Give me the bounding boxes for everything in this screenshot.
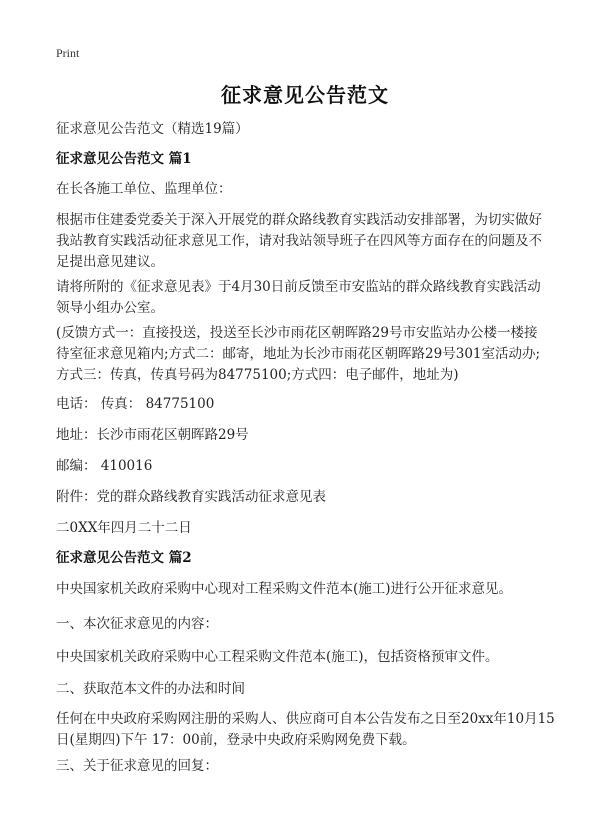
contact-address: 地址：长沙市雨花区朝晖路29号 bbox=[56, 427, 249, 443]
section2-heading: 征求意见公告范文 篇2 bbox=[56, 550, 192, 566]
text-line: 足提出意见建议。 bbox=[56, 254, 164, 270]
section1-heading: 征求意见公告范文 篇1 bbox=[56, 151, 192, 167]
text-line: 根据市住建委党委关于深入开展党的群众路线教育实践活动安排部署，为切实做好 bbox=[56, 212, 542, 228]
subtitle: 征求意见公告范文（精选19篇） bbox=[56, 121, 249, 137]
text-line: 待室征求意见箱内;方式二：邮寄，地址为长沙市雨花区朝晖路29号301室活动办; bbox=[56, 346, 541, 362]
page-title: 征求意见公告范文 bbox=[221, 83, 389, 107]
section1-paragraph-3 bbox=[56, 323, 554, 386]
text-line: 请将所附的《征求意见表》于4月30日前反馈至市安监站的群众路线教育实践活动 bbox=[56, 279, 541, 295]
section1-paragraph-2 bbox=[56, 277, 554, 319]
text-line: 任何在中央政府采购网注册的采购人、供应商可自本公告发布之日至20xx年10月15 bbox=[56, 711, 555, 727]
text-line: 我站教育实践活动征求意见工作，请对我站领导班子在四风等方面存在的问题及不 bbox=[56, 233, 542, 249]
section2-item-1-text: 中央国家机关政府采购中心工程采购文件范本(施工)，包括资格预审文件。 bbox=[56, 649, 499, 665]
section1-paragraph-1 bbox=[56, 210, 554, 273]
contact-phone: 电话： 传真： 84775100 bbox=[56, 396, 215, 412]
document-date: 二0XX年四月二十二日 bbox=[56, 520, 192, 536]
attachment-line: 附件：党的群众路线教育实践活动征求意见表 bbox=[56, 489, 326, 505]
section2-item-2-text bbox=[56, 709, 554, 751]
section1-greeting: 在长各施工单位、监理单位： bbox=[56, 181, 232, 197]
text-line: (反馈方式一：直接投送，投送至长沙市雨花区朝晖路29号市安监站办公楼一楼接 bbox=[56, 325, 538, 341]
text-line: 方式三：传真，传真号码为84775100;方式四：电子邮件，地址为) bbox=[56, 367, 459, 383]
section2-intro: 中央国家机关政府采购中心现对工程采购文件范本(施工)进行公开征求意见。 bbox=[56, 581, 513, 597]
section2-item-3: 三、关于征求意见的回复： bbox=[56, 758, 218, 774]
contact-postcode: 邮编： 410016 bbox=[56, 458, 153, 474]
text-line: 日(星期四)下午 17：00前，登录中央政府采购网免费下载。 bbox=[56, 732, 416, 748]
section2-item-1: 一、本次征求意见的内容： bbox=[56, 616, 218, 632]
section2-item-2: 二、获取范本文件的办法和时间 bbox=[56, 681, 245, 697]
text-line: 领导小组办公室。 bbox=[56, 300, 164, 316]
print-label[interactable]: Print bbox=[56, 46, 80, 60]
